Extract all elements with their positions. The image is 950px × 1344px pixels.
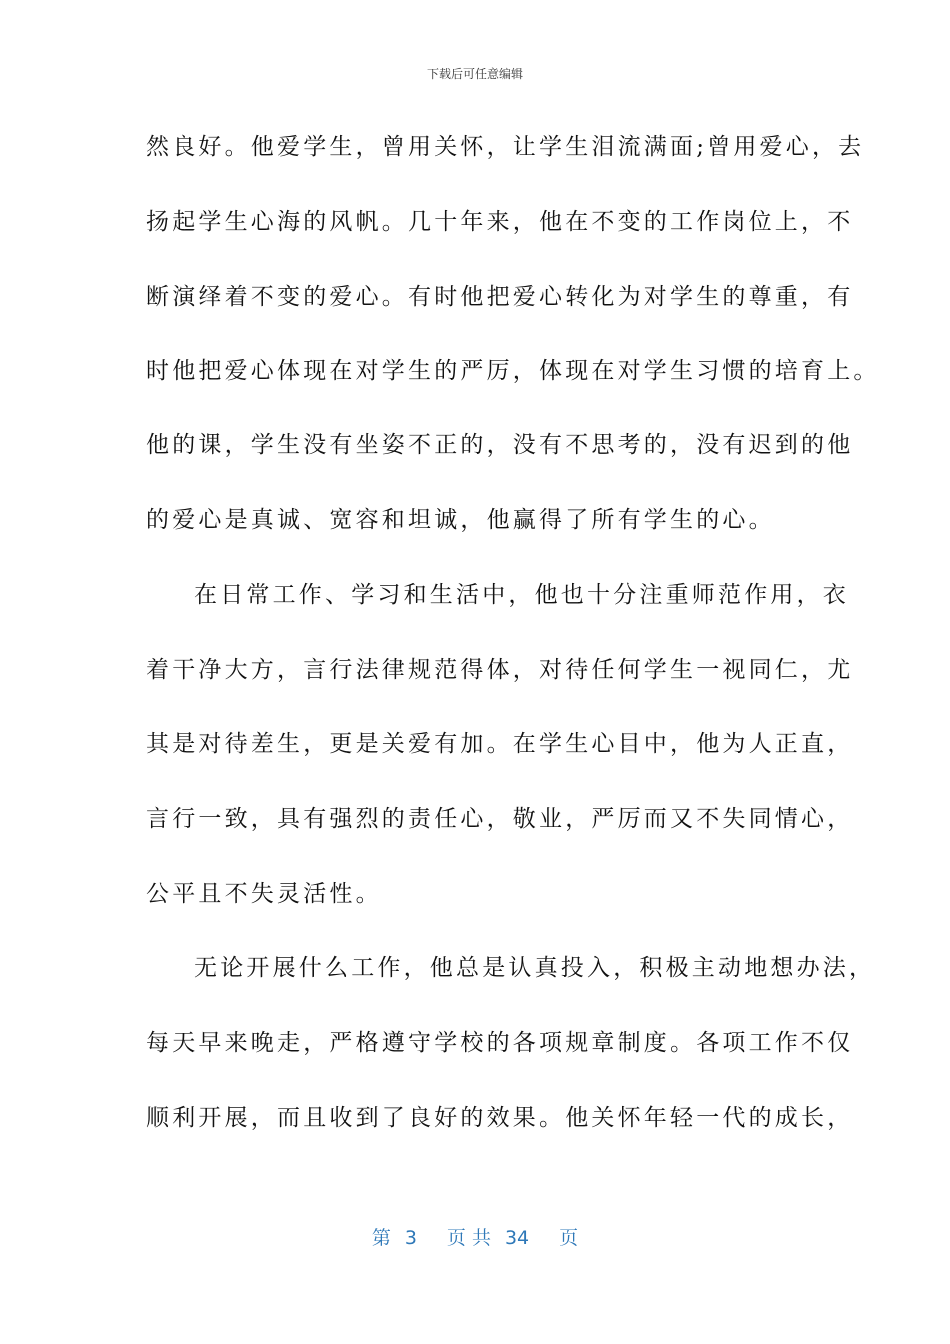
text-line: 断演绎着不变的爱心。有时他把爱心转化为对学生的尊重，有 [146,284,854,310]
paragraph-start-line: 在日常工作、学习和生活中，他也十分注重师范作用，衣 [194,582,849,608]
download-note: 下载后可任意编辑 [426,67,523,81]
text-line: 然良好。他爱学生，曾用关怀，让学生泪流满面;曾用爱心，去 [146,134,865,160]
total-pages-number: 34 [504,1227,530,1249]
text-line: 其是对待差生，更是关爱有加。在学生心目中，他为人正直， [146,731,854,757]
text-line: 扬起学生心海的风帆。几十年来，他在不变的工作岗位上，不 [146,209,854,235]
text-line: 公平且不失灵活性。 [146,881,382,907]
text-line: 每天早来晚走，严格遵守学校的各项规章制度。各项工作不仅 [146,1030,854,1056]
text-line: 的爱心是真诚、宽容和坦诚，他赢得了所有学生的心。 [146,507,775,533]
footer-middle: 页 共 [446,1227,491,1249]
footer-prefix: 第 [371,1227,391,1249]
text-line: 时他把爱心体现在对学生的严厉，体现在对学生习惯的培育上。 [146,358,880,384]
paragraph-start-line: 无论开展什么工作，他总是认真投入，积极主动地想办法， [194,955,876,981]
text-line: 他的课，学生没有坐姿不正的，没有不思考的，没有迟到的他 [146,432,854,458]
footer-suffix: 页 [559,1227,579,1249]
text-line: 言行一致，具有强烈的责任心，敬业，严厉而又不失同情心， [146,806,854,832]
text-line: 着干净大方，言行法律规范得体，对待任何学生一视同仁，尤 [146,657,854,683]
text-line: 顺利开展，而且收到了良好的效果。他关怀年轻一代的成长， [146,1105,854,1131]
current-page-number: 3 [404,1227,417,1249]
page-footer [0,1226,950,1250]
